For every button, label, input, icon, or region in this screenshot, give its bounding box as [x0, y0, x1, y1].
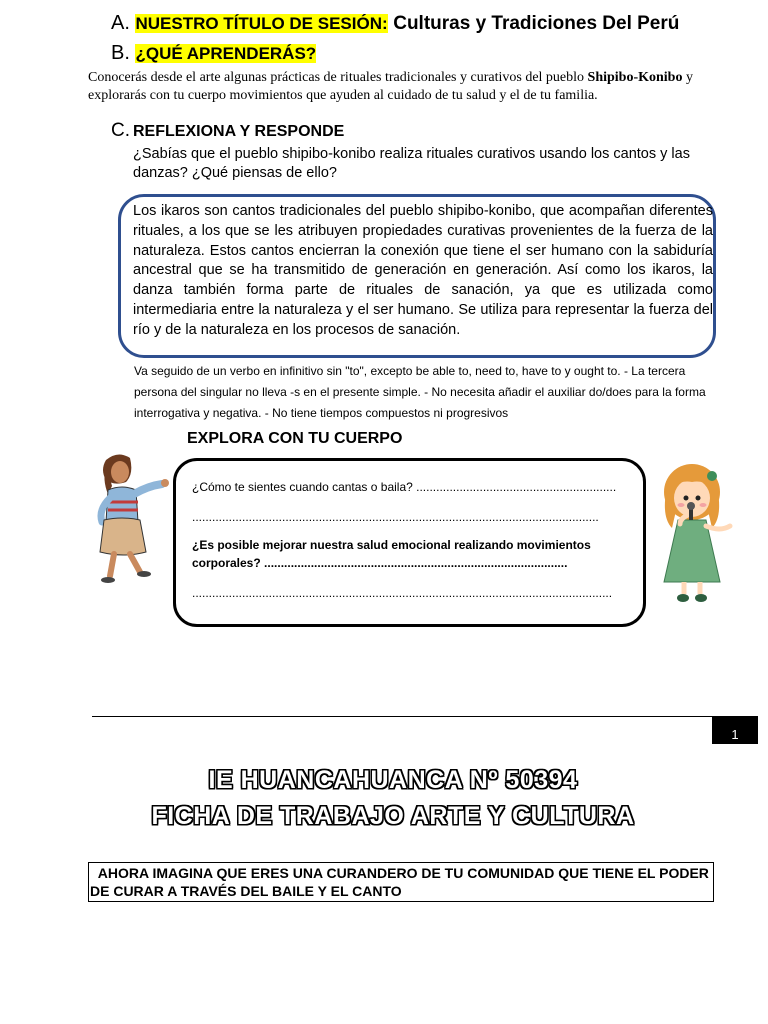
reflection-question: ¿Sabías que el pueblo shipibo-konibo realiza rituales curativos usando los cantos y las danzas? ¿Qué piensas de ello? — [133, 146, 690, 181]
section-b-heading — [111, 42, 316, 65]
page-divider — [92, 716, 712, 717]
school-name: IE HUANCAHUANCA Nº 50394 — [208, 766, 578, 794]
imagine-prompt: AHORA IMAGINA QUE ERES UNA CURANDERO DE TU COMUNIDAD QUE TIENE EL PODER DE CURAR A TRAVÉS DEL BAILE Y EL CANTO — [90, 865, 713, 899]
intro-text-end: y explorarás con tu cuerpo movimientos que ayuden al cuidado de tu salud y el de tu familia. — [88, 70, 693, 103]
intro-paragraph — [88, 69, 713, 105]
page-number: 1 — [731, 727, 739, 742]
answer-line-2: .............................................................................................................................. — [192, 586, 613, 600]
section-b-label: ¿QUÉ APRENDERÁS? — [135, 44, 317, 63]
intro-text: Conocerás desde el arte algunas prácticas de rituales tradicionales y curativos del pueblo — [88, 70, 588, 85]
question-health: ¿Es posible mejorar nuestra salud emocional realizando movimientos corporales? ........................................................................................... — [192, 538, 591, 570]
section-a-letter: A. — [111, 12, 130, 34]
section-c-title: REFLEXIONA Y RESPONDE — [133, 123, 345, 140]
singing-girl-illustration — [650, 462, 742, 612]
grammar-note: Va seguido de un verbo en infinitivo sin "to", excepto be able to, need to, have to y ought to. - La tercera persona del singular no lleva -s en el presente simple. - No necesita añadir el auxiliar do/does para la forma interrogativa y negativa. - No tiene tiempos compuestos ni progresivos — [134, 364, 706, 420]
ikaros-paragraph: Los ikaros son cantos tradicionales del pueblo shipibo-konibo, que acompañan diferentes rituales, a los que se les atribuyen propiedades curativas provenientes de la fuerza de la naturaleza. Estos cantos encierran la conexión que tiene el ser humano con la sabiduría ancestral que se ha transmitido de generación en generación. Así como los ikaros, la danza también forma parte de rituales de sanación, ya que es utilizada como intermediaria entre la naturaleza y el ser humano. Se utiliza para representar la fuerza del río y de la naturaleza en los procesos de sanación. — [133, 203, 713, 338]
section-a-label: NUESTRO TÍTULO DE SESIÓN: — [135, 14, 388, 33]
intro-bold-text: Shipibo-Konibo — [587, 70, 683, 85]
session-title: Culturas y Tradiciones Del Perú — [393, 13, 680, 34]
explora-title: EXPLORA CON TU CUERPO — [187, 430, 403, 447]
section-c-letter: C. — [111, 120, 130, 141]
question-feelings: ¿Cómo te sientes cuando cantas o baila? ............................................................ — [192, 480, 617, 494]
section-b-letter: B. — [111, 42, 130, 64]
answer-line-1: .......................................................................................................................... — [192, 510, 599, 524]
dancing-child-illustration — [88, 450, 174, 590]
section-a-heading — [111, 12, 679, 35]
worksheet-title: FICHA DE TRABAJO ARTE Y CULTURA — [151, 802, 635, 830]
